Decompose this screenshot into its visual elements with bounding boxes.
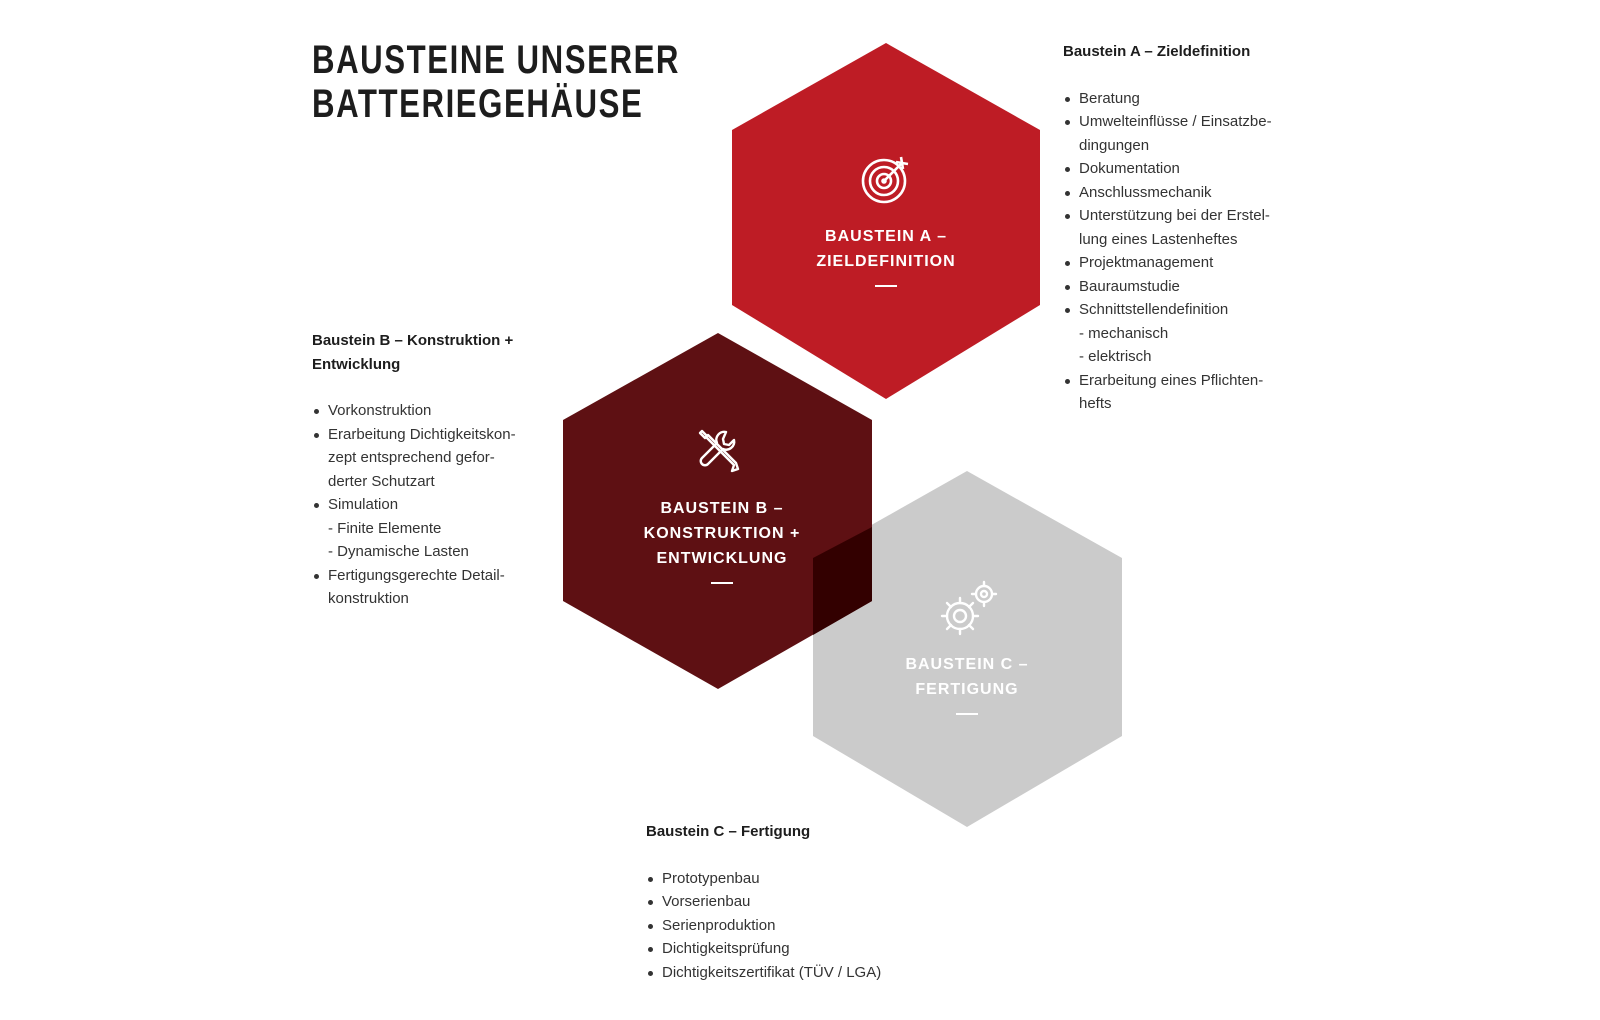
hexagon-c-underline [956, 713, 978, 715]
block-b-heading-line1: Baustein B – Konstruktion + [312, 332, 514, 349]
list-item [312, 493, 552, 564]
list-item [312, 423, 552, 494]
list-item-text: hefts [1079, 395, 1112, 412]
list-item [646, 914, 946, 938]
list-item-text: Serienproduktion [662, 916, 776, 934]
hexagon-a-label [766, 224, 1006, 274]
list-item-text: zept entsprechend gefor- [328, 449, 495, 466]
list-item-text: - Dynamische Lasten [328, 543, 469, 560]
list-item-text: derter Schutzart [328, 472, 435, 490]
block-a-list [1063, 87, 1303, 416]
list-item-text: Dokumentation [1079, 160, 1180, 177]
block-a-heading: Baustein A – Zieldefinition [1063, 43, 1251, 60]
list-item [1063, 87, 1303, 111]
list-item-text: dingungen [1079, 136, 1150, 154]
block-b-list [312, 399, 552, 611]
gears-icon [938, 580, 1002, 638]
list-item [646, 961, 946, 985]
hexagon-c-label-line1: BAUSTEIN C – [905, 656, 1029, 673]
hexagon-b-underline [711, 582, 733, 584]
block-b-heading [312, 329, 552, 376]
list-item-text: lung eines Lastenheftes [1079, 230, 1238, 248]
list-item [646, 890, 946, 914]
list-item [312, 399, 552, 423]
list-item [312, 564, 552, 611]
list-item [646, 937, 946, 961]
block-c [646, 820, 946, 984]
list-item-text: Bauraumstudie [1079, 277, 1180, 295]
list-item-text: konstruktion [328, 590, 409, 607]
list-item-text: Projektmanagement [1079, 254, 1214, 271]
list-item-text: Umwelteinflüsse / Einsatzbe- [1079, 113, 1272, 130]
hexagon-a [732, 43, 1040, 399]
target-icon [860, 153, 912, 205]
block-b [312, 329, 552, 611]
list-item [1063, 157, 1303, 181]
list-item-text: Schnittstellendefinition [1079, 301, 1229, 318]
list-item-text: Fertigungsgerechte Detail- [328, 566, 505, 584]
list-item-text: Vorserienbau [662, 893, 751, 910]
list-item [1063, 251, 1303, 275]
list-item [1063, 204, 1303, 251]
list-item-text: - elektrisch [1079, 348, 1152, 365]
list-item [1063, 110, 1303, 157]
list-item-text: Unterstützung bei der Erstel- [1079, 207, 1270, 224]
hexagon-c-label [847, 652, 1087, 702]
list-item-text: Erarbeitung eines Pflichten- [1079, 371, 1264, 389]
block-a [1063, 40, 1303, 416]
list-item-text: Simulation [328, 496, 399, 513]
list-item [1063, 181, 1303, 205]
list-item [646, 867, 946, 891]
list-item-text: - Finite Elemente [328, 519, 442, 537]
hexagon-b-label-line2: KONSTRUKTION + [643, 525, 801, 542]
hexagon-b-label-line3: ENTWICKLUNG [656, 550, 788, 567]
hexagon-a-label-line1: BAUSTEIN A – [825, 228, 947, 245]
page-title-line1: BAUSTEINE UNSERER [312, 38, 681, 82]
page-title-line2: BATTERIEGEHÄUSE [312, 82, 644, 126]
list-item [1063, 298, 1303, 369]
list-item-text: Anschlussmechanik [1079, 183, 1212, 201]
hexagon-c-label-line2: FERTIGUNG [915, 681, 1019, 698]
block-b-heading-line2: Entwicklung [312, 355, 401, 373]
list-item-text: Erarbeitung Dichtigkeitskon- [328, 425, 516, 443]
list-item-text: Prototypenbau [662, 869, 760, 887]
hexagon-a-underline [875, 285, 897, 287]
list-item-text: - mechanisch [1079, 324, 1169, 342]
list-item-text: Vorkonstruktion [328, 402, 432, 419]
list-item [1063, 369, 1303, 416]
list-item [1063, 275, 1303, 299]
list-item-text: Dichtigkeitsprüfung [662, 940, 790, 957]
wrench-screwdriver-icon [696, 428, 742, 474]
list-item-text: Dichtigkeitszertifikat (TÜV / LGA) [662, 963, 882, 981]
hexagon-b-label-line1: BAUSTEIN B – [660, 500, 784, 517]
hexagon-b-label [602, 496, 842, 571]
block-c-heading: Baustein C – Fertigung [646, 823, 811, 840]
list-item-text: Beratung [1079, 89, 1140, 107]
hexagon-a-label-line2: ZIELDEFINITION [816, 253, 956, 270]
block-c-list [646, 867, 946, 985]
